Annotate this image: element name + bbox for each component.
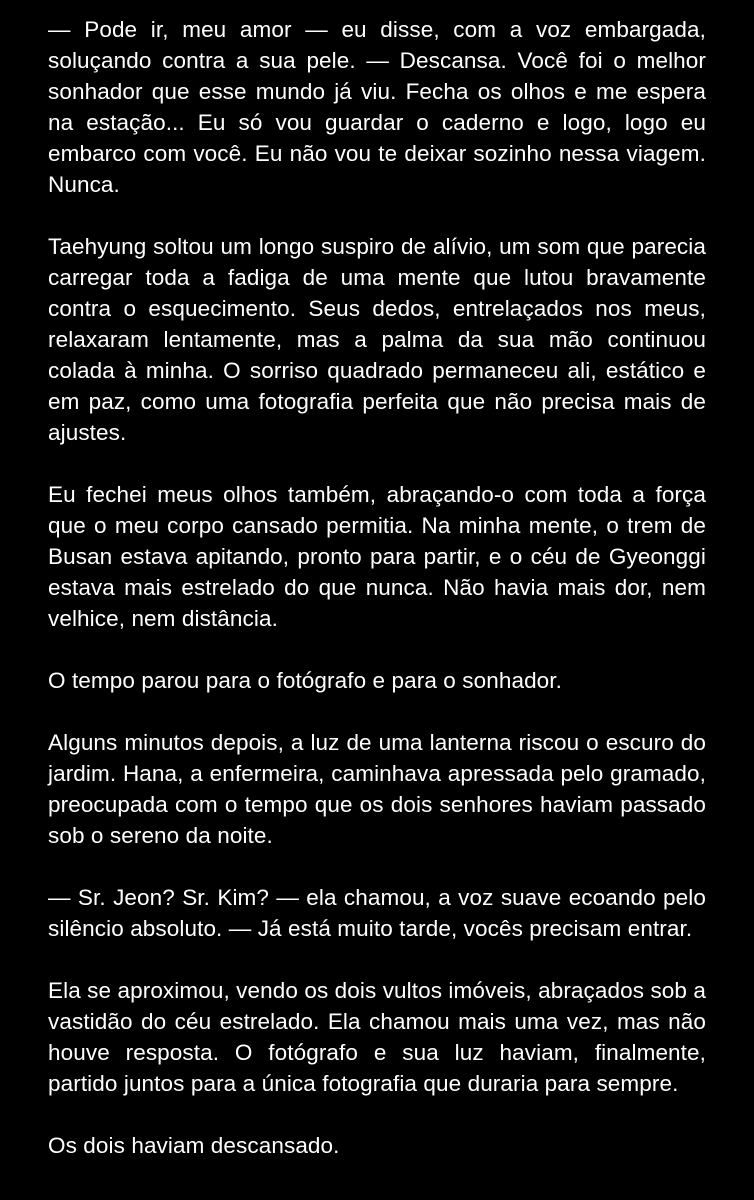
paragraph-7: Ela se aproximou, vendo os dois vultos imóveis, abraçados sob a vastidão do céu estrelado. Ela chamou mais uma vez, mas não houve resposta. O fotógrafo e sua luz haviam, finalmente, partido juntos para a única fotografia que duraria para sempre. (48, 978, 706, 1096)
paragraph-4: O tempo parou para o fotógrafo e para o sonhador. (48, 668, 562, 693)
paragraph-8: Os dois haviam descansado. (48, 1133, 340, 1158)
paragraph-1: — Pode ir, meu amor — eu disse, com a voz embargada, soluçando contra a sua pele. — Descansa. Você foi o melhor sonhador que esse mundo já viu. Fecha os olhos e me espera na estação... Eu só vou guardar o caderno e logo, logo eu embarco com você. Eu não vou te deixar sozinho nessa viagem. Nunca. (48, 17, 706, 197)
paragraph-6: — Sr. Jeon? Sr. Kim? — ela chamou, a voz suave ecoando pelo silêncio absoluto. — Já está muito tarde, vocês precisam entrar. (48, 885, 706, 941)
paragraph-3: Eu fechei meus olhos também, abraçando-o com toda a força que o meu corpo cansado permitia. Na minha mente, o trem de Busan estava apitando, pronto para partir, e o céu de Gyeonggi estava mais estrelado do que nunca. Não havia mais dor, nem velhice, nem distância. (48, 482, 706, 631)
paragraph-2: Taehyung soltou um longo suspiro de alívio, um som que parecia carregar toda a fadiga de uma mente que lutou bravamente contra o esquecimento. Seus dedos, entrelaçados nos meus, relaxaram lentamente, mas a palma da sua mão continuou colada à minha. O sorriso quadrado permaneceu ali, estático e em paz, como uma fotografia perfeita que não precisa mais de ajustes. (48, 234, 706, 445)
paragraph-5: Alguns minutos depois, a luz de uma lanterna riscou o escuro do jardim. Hana, a enfermeira, caminhava apressada pelo gramado, preocupada com o tempo que os dois senhores haviam passado sob o sereno da noite. (48, 730, 706, 848)
